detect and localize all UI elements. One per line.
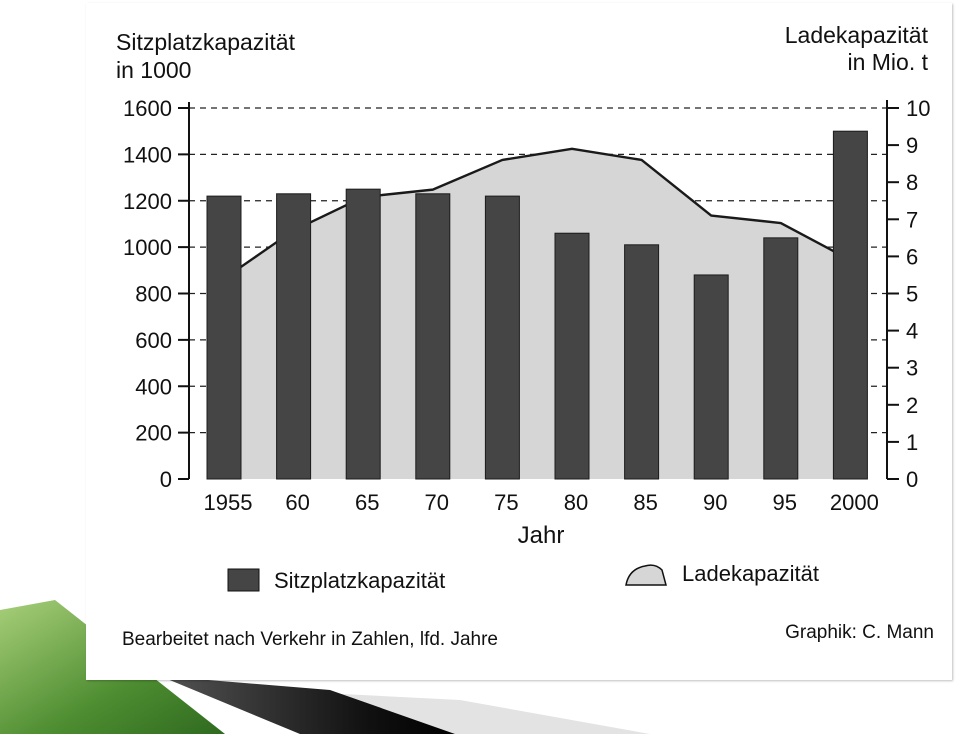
legend-bar-swatch [228, 569, 259, 591]
x-tick-label: 2000 [829, 490, 879, 515]
sitzplatz-bar [694, 275, 728, 479]
x-tick-label: 85 [633, 490, 658, 515]
sitzplatz-bar [833, 131, 867, 479]
left-axis-title-line1: Sitzplatzkapazität [116, 29, 295, 55]
sitzplatz-bar [207, 196, 241, 479]
right-tick-label: 9 [906, 133, 919, 159]
right-axis-title-line1: Ladekapazität [784, 22, 928, 48]
sitzplatz-bar [625, 245, 659, 479]
right-tick-label: 5 [906, 281, 919, 307]
sitzplatz-bar [416, 194, 450, 479]
x-tick-label: 75 [494, 490, 519, 515]
x-tick-label: 1955 [203, 490, 253, 515]
right-tick-label: 4 [906, 318, 919, 344]
left-tick-label: 1200 [123, 188, 172, 214]
x-tick-label: 60 [285, 490, 310, 515]
right-tick-label: 0 [906, 467, 919, 492]
right-tick-label: 1 [906, 429, 919, 455]
sitzplatz-bar [485, 196, 519, 479]
graphic-credit: Graphik: C. Mann [785, 622, 934, 643]
x-tick-label: 80 [563, 490, 589, 515]
left-tick-label: 0 [159, 467, 172, 492]
right-tick-label: 7 [906, 207, 919, 233]
legend-bar-label: Sitzplatzkapazität [274, 568, 446, 593]
left-tick-label: 1400 [123, 142, 172, 168]
source-note: Bearbeitet nach Verkehr in Zahlen, lfd. Jahre [122, 629, 499, 650]
sitzplatz-bar [555, 233, 589, 479]
sitzplatz-bar [764, 238, 798, 479]
left-tick-label: 800 [135, 281, 172, 307]
right-tick-label: 6 [906, 244, 919, 270]
x-tick-label: 65 [354, 490, 380, 515]
sitzplatz-bar [277, 194, 311, 479]
x-tick-label: 95 [772, 490, 798, 515]
right-tick-label: 2 [906, 392, 919, 418]
left-tick-label: 400 [135, 374, 172, 400]
ladekapazitaet-area [224, 149, 850, 479]
right-tick-label: 10 [906, 96, 931, 121]
sitzplatz-bar [346, 189, 380, 479]
left-tick-label: 1600 [123, 96, 172, 121]
right-tick-label: 3 [906, 355, 919, 381]
left-tick-label: 1000 [123, 235, 172, 261]
x-tick-label: 70 [424, 490, 450, 515]
legend-area-label: Ladekapazität [682, 561, 819, 586]
left-tick-label: 600 [135, 327, 172, 353]
x-axis-title: Jahr [517, 522, 565, 549]
legend-area-swatch [626, 565, 666, 585]
x-tick-label: 90 [702, 490, 728, 515]
right-axis-title-line2: in Mio. t [847, 49, 928, 75]
ladekapazitaet-area-layer [224, 149, 850, 479]
left-axis-title-line2: in 1000 [116, 57, 192, 83]
left-tick-label: 200 [135, 420, 172, 446]
right-tick-label: 8 [906, 170, 919, 196]
